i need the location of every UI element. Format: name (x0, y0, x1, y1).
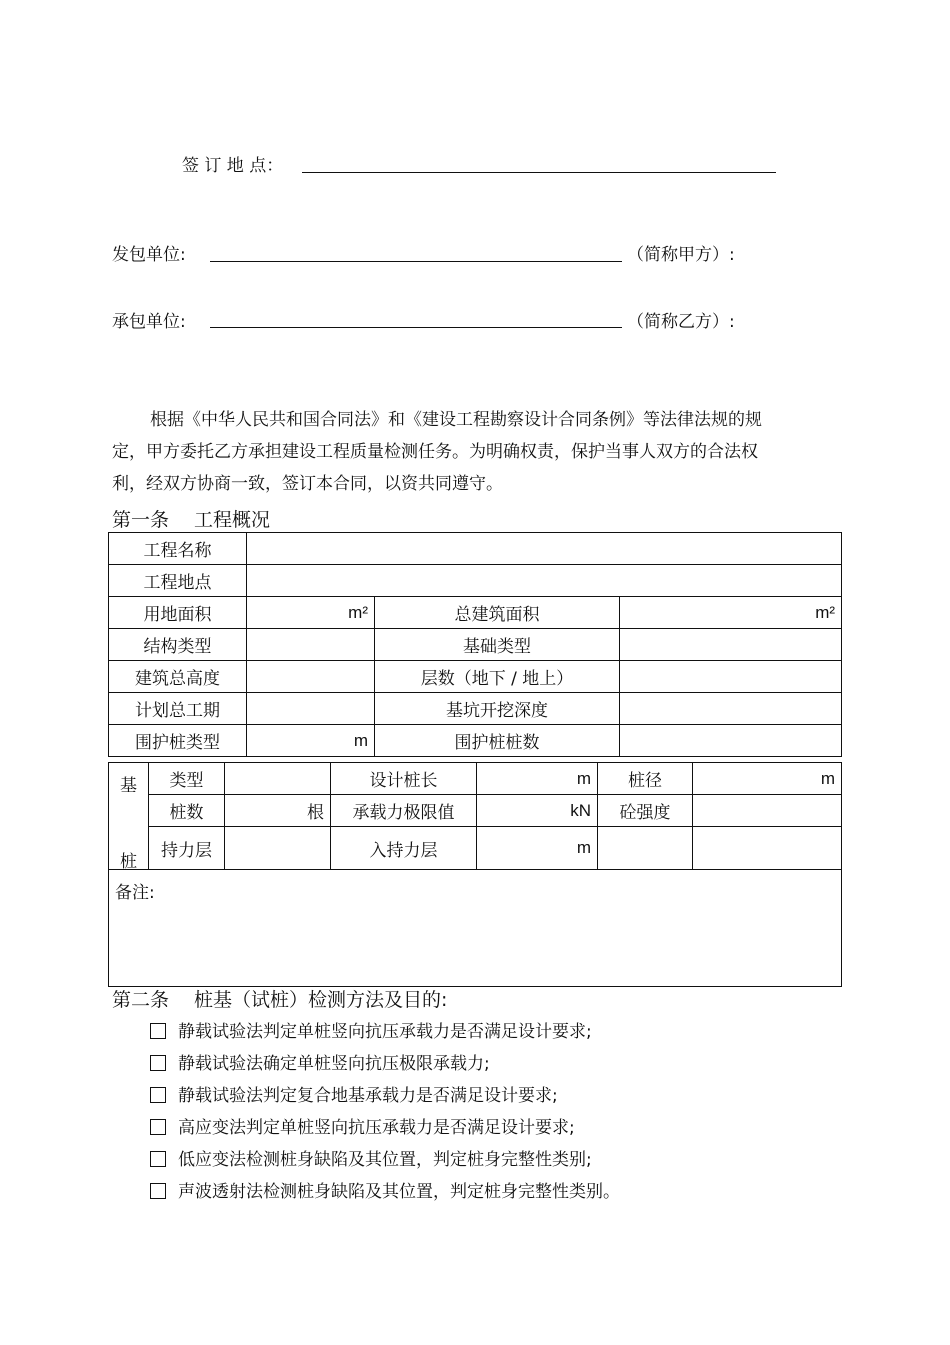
ultimate-capacity-field[interactable] (477, 795, 598, 827)
article2-title: 第二条 桩基（试桩）检测方法及目的: (112, 989, 448, 1011)
table-row (109, 725, 842, 757)
pit-depth-field[interactable] (620, 693, 842, 725)
test-method-label: 高应变法判定单桩竖向抗压承载力是否满足设计要求; (178, 1118, 575, 1138)
table-row (109, 533, 842, 565)
bearing-layer-field[interactable] (225, 827, 331, 870)
retaining-pile-count-field[interactable] (620, 725, 842, 757)
employer-label: 发包单位: (112, 245, 186, 265)
table-row (109, 795, 842, 827)
retaining-pile-type-label: 围护桩类型 (109, 725, 247, 757)
foundation-type-field[interactable] (620, 629, 842, 661)
list-item (150, 1144, 620, 1176)
bearing-extra-field-2[interactable] (693, 827, 842, 870)
pile-count-unit: 根 (307, 803, 324, 823)
checkbox[interactable] (150, 1087, 166, 1103)
pile-diameter-unit: m (820, 768, 835, 788)
table-row (109, 763, 842, 795)
structure-type-label: 结构类型 (109, 629, 247, 661)
pile-label-bottom: 桩 (120, 852, 137, 872)
employer-field[interactable] (210, 261, 622, 262)
pit-depth-label: 基坑开挖深度 (375, 693, 620, 725)
list-item (150, 1048, 620, 1080)
test-method-label: 声波透射法检测桩身缺陷及其位置，判定桩身完整性类别。 (178, 1182, 620, 1202)
bearing-extra-field-1[interactable] (598, 827, 693, 870)
table-row (109, 661, 842, 693)
pile-foundation-table (108, 762, 842, 987)
contractor-label: 承包单位: (112, 312, 186, 332)
retaining-pile-count-label: 围护桩桩数 (375, 725, 620, 757)
bearing-depth-field[interactable] (477, 827, 598, 870)
test-method-checklist (150, 1016, 620, 1208)
building-height-field[interactable] (247, 661, 375, 693)
total-floor-area-label: 总建筑面积 (375, 597, 620, 629)
bearing-depth-unit: m (576, 838, 591, 857)
project-location-label: 工程地点 (109, 565, 247, 597)
pile-foundation-side-label (109, 763, 149, 870)
design-pile-length-unit: m (576, 768, 591, 788)
floors-field[interactable] (620, 661, 842, 693)
employer-suffix: （简称甲方）: (627, 245, 735, 265)
intro-paragraph (112, 404, 812, 500)
checkbox[interactable] (150, 1151, 166, 1167)
structure-type-field[interactable] (247, 629, 375, 661)
list-item (150, 1016, 620, 1048)
table-row (109, 565, 842, 597)
table-row (109, 827, 842, 870)
ultimate-capacity-label: 承载力极限值 (331, 795, 477, 827)
contractor-suffix: （简称乙方）: (627, 312, 735, 332)
remarks-label: 备注: (115, 883, 155, 903)
table-row (109, 870, 842, 987)
test-method-label: 低应变法检测桩身缺陷及其位置，判定桩身完整性类别; (178, 1150, 592, 1170)
total-floor-area-field[interactable] (620, 597, 842, 629)
building-height-label: 建筑总高度 (109, 661, 247, 693)
checkbox[interactable] (150, 1055, 166, 1071)
bearing-layer-label: 持力层 (149, 827, 225, 870)
intro-line-1: 根据《中华人民共和国合同法》和《建设工程勘察设计合同条例》等法律法规的规 (150, 410, 762, 430)
planned-duration-label: 计划总工期 (109, 693, 247, 725)
pile-label-top: 基 (120, 776, 137, 796)
pile-diameter-field[interactable] (693, 763, 842, 795)
pile-count-field[interactable] (225, 795, 331, 827)
planned-duration-field[interactable] (247, 693, 375, 725)
concrete-strength-field[interactable] (693, 795, 842, 827)
pile-type-field[interactable] (225, 763, 331, 795)
floors-label: 层数（地下 / 地上） (375, 661, 620, 693)
intro-line-2: 定，甲方委托乙方承担建设工程质量检测任务。为明确权责，保护当事人双方的合法权 (112, 442, 758, 462)
checkbox[interactable] (150, 1183, 166, 1199)
land-area-unit: m² (348, 602, 368, 622)
table-row (109, 597, 842, 629)
design-pile-length-field[interactable] (477, 763, 598, 795)
test-method-label: 静载试验法判定单桩竖向抗压承载力是否满足设计要求; (178, 1022, 592, 1042)
list-item (150, 1080, 620, 1112)
contractor-field[interactable] (210, 327, 622, 328)
remarks-field[interactable] (109, 870, 842, 987)
article1-title: 第一条 工程概况 (112, 509, 271, 531)
list-item (150, 1176, 620, 1208)
signing-place-label: 签 订 地 点： (182, 156, 284, 176)
list-item (150, 1112, 620, 1144)
design-pile-length-label: 设计桩长 (331, 763, 477, 795)
pile-type-label: 类型 (149, 763, 225, 795)
project-name-field[interactable] (247, 533, 842, 565)
foundation-type-label: 基础类型 (375, 629, 620, 661)
ultimate-capacity-unit: kN (570, 800, 591, 820)
pile-diameter-label: 桩径 (598, 763, 693, 795)
table-row (109, 693, 842, 725)
retaining-pile-unit: m (353, 730, 368, 750)
retaining-pile-type-field[interactable] (247, 725, 375, 757)
test-method-label: 静载试验法确定单桩竖向抗压极限承载力; (178, 1054, 490, 1074)
total-floor-area-unit: m² (815, 602, 836, 622)
bearing-depth-label: 入持力层 (331, 827, 477, 870)
checkbox[interactable] (150, 1119, 166, 1135)
intro-line-3: 利，经双方协商一致，签订本合同，以资共同遵守。 (112, 474, 503, 494)
land-area-label: 用地面积 (109, 597, 247, 629)
checkbox[interactable] (150, 1023, 166, 1039)
project-name-label: 工程名称 (109, 533, 247, 565)
project-overview-table (108, 532, 842, 757)
signing-place-field[interactable] (302, 172, 776, 173)
concrete-strength-label: 砼强度 (598, 795, 693, 827)
table-row (109, 629, 842, 661)
project-location-field[interactable] (247, 565, 842, 597)
pile-count-label: 桩数 (149, 795, 225, 827)
test-method-label: 静载试验法判定复合地基承载力是否满足设计要求; (178, 1086, 558, 1106)
land-area-field[interactable] (247, 597, 375, 629)
